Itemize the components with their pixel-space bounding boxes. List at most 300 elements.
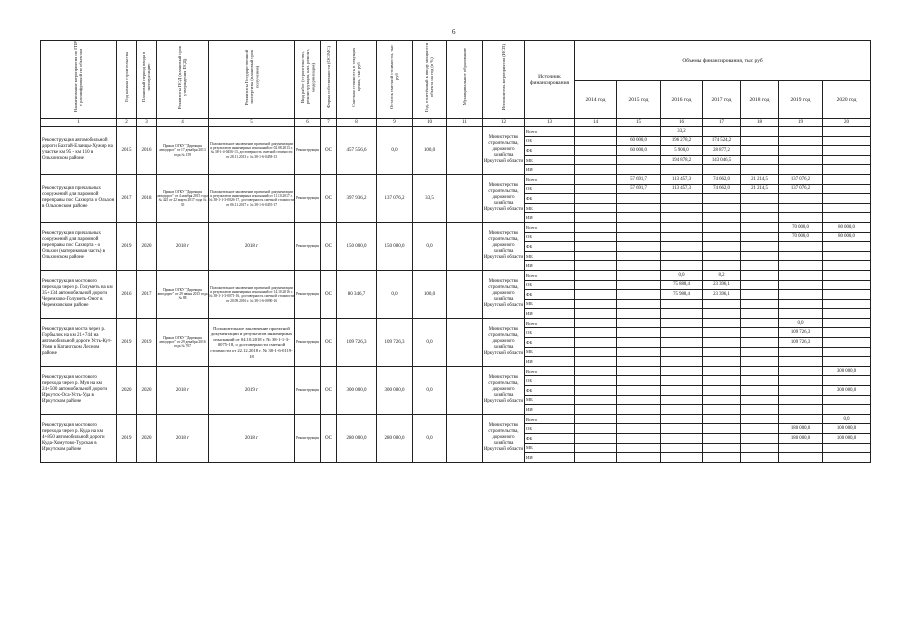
column-number: 11	[447, 119, 483, 127]
funding-value	[823, 280, 871, 290]
funding-source-label: МБ	[525, 251, 575, 261]
funding-value	[779, 203, 823, 213]
work-type: Реконструкция	[295, 127, 321, 175]
funding-value	[779, 136, 823, 146]
funding-value: 196 278,2	[661, 136, 703, 146]
funding-value	[575, 414, 617, 424]
readiness-percent: 0,0	[413, 414, 447, 462]
funding-value	[703, 347, 741, 357]
funding-value	[779, 127, 823, 137]
funding-value	[575, 453, 617, 463]
funding-value	[661, 203, 703, 213]
project-name: Реконструкция причальных сооружений для паромной переправы пос Сахюрта о Ольхон в Ольхонском районе	[41, 174, 117, 222]
funding-value	[617, 443, 661, 453]
funding-value	[703, 299, 741, 309]
funding-value: 21 214,5	[741, 174, 779, 184]
funding-value	[741, 386, 779, 396]
executor: Министерство строительства, дорожного хозяйства Иркутской области	[483, 127, 525, 175]
funding-value	[661, 357, 703, 367]
executor: Министерство строительства, дорожного хозяйства Иркутской области	[483, 222, 525, 270]
funding-value	[823, 174, 871, 184]
funding-value	[779, 213, 823, 223]
project-name: Реконструкция причальных сооружений для паромной переправы пос Сахюрта - о Ольхон (материковая часть) в Ольхонском районе	[41, 222, 117, 270]
funding-source-label: ОБ	[525, 232, 575, 242]
expertise-details: Положительное заключение проектной документации и результатов инженерных изысканий от 04.10.2018 г. № 38-1-1-3-0075-18, о достоверности сметной стоимости от 22.12.2018 г. № 38-1-6-0119-18	[209, 318, 295, 366]
funding-value	[617, 251, 661, 261]
funding-value	[575, 222, 617, 232]
funding-value	[617, 194, 661, 204]
funding-value: 23 396,1	[703, 280, 741, 290]
funding-value	[575, 127, 617, 137]
funding-value	[779, 453, 823, 463]
funding-value: 0,0	[661, 270, 703, 280]
expertise-details: Положительное заключение проектной документации и результатов инженерных изысканий от 02.08.2013 г. № 38-1-4-0456-13, достоверность сметной стоимости от 28.11.2013 г. № 38-1-6-0458-13	[209, 127, 295, 175]
funding-value	[617, 338, 661, 348]
funding-value	[661, 443, 703, 453]
ownership: ОС	[321, 174, 337, 222]
funding-value	[779, 357, 823, 367]
funding-value	[575, 242, 617, 252]
project-rows	[41, 127, 871, 463]
funding-value	[617, 424, 661, 434]
header-year: 2018 год	[741, 81, 779, 119]
funding-value	[741, 165, 779, 175]
funding-value	[575, 213, 617, 223]
funding-value	[575, 357, 617, 367]
funding-value	[741, 251, 779, 261]
executor: Министерство строительства, дорожного хозяйства Иркутской области	[483, 174, 525, 222]
funding-value	[703, 414, 741, 424]
funding-value	[617, 270, 661, 280]
funding-value	[741, 155, 779, 165]
commission-year: 2020	[137, 414, 157, 462]
funding-value	[617, 453, 661, 463]
funding-value	[741, 242, 779, 252]
start-year: 2019	[117, 318, 137, 366]
column-number: 13	[525, 119, 575, 127]
funding-value	[703, 203, 741, 213]
funding-value	[703, 376, 741, 386]
funding-value	[617, 328, 661, 338]
funding-value: 300 000,0	[823, 366, 871, 376]
funding-value: 143 046,5	[703, 155, 741, 165]
funding-value	[617, 376, 661, 386]
funding-value	[823, 155, 871, 165]
funding-value	[741, 328, 779, 338]
funding-value	[617, 280, 661, 290]
header-year: 2020 год	[823, 81, 871, 119]
work-type: Реконструкция	[295, 174, 321, 222]
funding-value	[823, 443, 871, 453]
funding-value	[741, 338, 779, 348]
funding-value: 0,0	[823, 414, 871, 424]
start-year: 2020	[117, 366, 137, 414]
funding-source-label: ФБ	[525, 194, 575, 204]
funding-value	[823, 347, 871, 357]
estimated-cost: 457 556,6	[337, 127, 377, 175]
funding-value	[661, 242, 703, 252]
header-remaining-cost: Остаток сметной стоимости, тыс руб	[377, 41, 413, 119]
psd-details: Приказ ОГКУ "Дирекция автодорог" от 4 ноября 2015 года № 425 от 22 марта 2017 года № 35	[157, 174, 209, 222]
column-number-row	[41, 119, 871, 127]
funding-value	[823, 453, 871, 463]
funding-value	[779, 146, 823, 156]
funding-value	[741, 270, 779, 280]
funding-value	[617, 357, 661, 367]
funding-value	[575, 232, 617, 242]
funding-value	[823, 299, 871, 309]
funding-value	[617, 434, 661, 444]
funding-value: 174 524,2	[703, 136, 741, 146]
funding-source-label: МБ	[525, 443, 575, 453]
funding-value	[823, 242, 871, 252]
column-number: 6	[295, 119, 321, 127]
remaining-cost: 280 000,0	[377, 414, 413, 462]
funding-value	[575, 184, 617, 194]
psd-details: 2018 г	[157, 222, 209, 270]
expertise-details: Положительное заключение проектной документации и результатов инженерных изысканий от 14.10.2016 г. № 38-1-1-3-0071-16, достоверность сметной стоимости от 20.09.2016 г. № 38-1-6-0090-16	[209, 270, 295, 318]
funding-value	[823, 405, 871, 415]
funding-source-label: ОБ	[525, 136, 575, 146]
header-year: 2017 год	[703, 81, 741, 119]
header-ownership: Форма собственности (ОС/МС)	[321, 41, 337, 119]
funding-value	[823, 357, 871, 367]
ownership: ОС	[321, 414, 337, 462]
funding-value	[823, 146, 871, 156]
commission-year: 2020	[137, 366, 157, 414]
funding-value	[575, 405, 617, 415]
page-number: 6	[452, 28, 456, 36]
funding-value	[661, 414, 703, 424]
funding-value	[661, 261, 703, 271]
column-number: 3	[137, 119, 157, 127]
header-year: 2015 год	[617, 81, 661, 119]
funding-value	[779, 414, 823, 424]
funding-value: 113 457,3	[661, 174, 703, 184]
funding-value	[575, 309, 617, 319]
project-name: Реконструкция моста через р. Горбылок на км 21+744 на автомобильной дороге Усть-Кут-Уоян в Катангском Лесном районе	[41, 318, 117, 366]
funding-value	[703, 194, 741, 204]
funding-value	[703, 261, 741, 271]
funding-value: 194 878,2	[661, 155, 703, 165]
start-year: 2016	[117, 270, 137, 318]
header-expertise: Реквизиты Государственной экспертизы (плановый срок получения)	[209, 41, 295, 119]
funding-source-label: МБ	[525, 155, 575, 165]
funding-source-label: ОБ	[525, 280, 575, 290]
funding-source-label: ИИ	[525, 165, 575, 175]
funding-value	[575, 174, 617, 184]
readiness-percent: 0,0	[413, 222, 447, 270]
funding-value: 60 000,0	[617, 136, 661, 146]
column-number: 14	[575, 119, 617, 127]
funding-value	[575, 194, 617, 204]
funding-value: 75 988,4	[661, 290, 703, 300]
funding-value: 60 000,0	[617, 146, 661, 156]
funding-value	[823, 261, 871, 271]
funding-value	[575, 251, 617, 261]
funding-value	[617, 261, 661, 271]
project-row	[41, 127, 871, 137]
header-row	[41, 41, 871, 81]
commission-year: 2018	[137, 174, 157, 222]
funding-value	[779, 386, 823, 396]
column-number: 2	[117, 119, 137, 127]
commission-year: 2017	[137, 270, 157, 318]
expertise-details: Положительное заключение проектной документации и результатов инженерных изысканий от 11.10.2017 г. № 38-1-1-3-0026-17, достоверность сметной стоимости от 06.11.2017 г. № 38-1-6-0455-17	[209, 174, 295, 222]
funding-value	[575, 443, 617, 453]
funding-value	[617, 347, 661, 357]
funding-value	[779, 376, 823, 386]
funding-value	[703, 222, 741, 232]
funding-value	[661, 213, 703, 223]
start-year: 2015	[117, 127, 137, 175]
funding-value	[741, 136, 779, 146]
column-number: 20	[823, 119, 871, 127]
funding-value	[823, 395, 871, 405]
funding-value	[823, 290, 871, 300]
funding-value	[703, 309, 741, 319]
estimated-cost: 80 346,7	[337, 270, 377, 318]
column-number: 12	[483, 119, 525, 127]
funding-value	[661, 395, 703, 405]
header-financing: Объемы финансирования, тыс руб	[575, 41, 871, 81]
remaining-cost: 0,0	[377, 270, 413, 318]
ownership: ОС	[321, 366, 337, 414]
readiness-percent: 100,0	[413, 127, 447, 175]
funding-value	[703, 453, 741, 463]
funding-value	[575, 424, 617, 434]
column-number: 10	[413, 119, 447, 127]
funding-value	[617, 395, 661, 405]
psd-details: Приказ ОГКУ "Дирекция автодорог" от 29 декабря 2016 года № 767	[157, 318, 209, 366]
funding-value	[823, 184, 871, 194]
funding-value	[779, 165, 823, 175]
funding-value	[741, 299, 779, 309]
funding-value: 109 726,3	[779, 328, 823, 338]
funding-value: 21 214,5	[741, 184, 779, 194]
funding-value	[661, 299, 703, 309]
funding-value	[703, 357, 741, 367]
funding-value	[617, 290, 661, 300]
municipality	[447, 414, 483, 462]
estimated-cost: 397 936,2	[337, 174, 377, 222]
funding-source-label: ОБ	[525, 328, 575, 338]
funding-value	[823, 376, 871, 386]
funding-value	[741, 222, 779, 232]
funding-value	[779, 299, 823, 309]
funding-source-label: Всего	[525, 318, 575, 328]
commission-year: 2016	[137, 127, 157, 175]
funding-value	[779, 155, 823, 165]
funding-value: 137 076,2	[779, 174, 823, 184]
funding-value	[575, 165, 617, 175]
funding-value	[779, 270, 823, 280]
funding-source-label: МБ	[525, 395, 575, 405]
funding-source-label: ФБ	[525, 290, 575, 300]
header-year: 2014 год	[575, 81, 617, 119]
funding-value	[575, 386, 617, 396]
funding-source-label: ИИ	[525, 357, 575, 367]
funding-value	[575, 434, 617, 444]
funding-value	[779, 280, 823, 290]
estimated-cost: 150 000,0	[337, 222, 377, 270]
project-name: Реконструкция мостового перехода через р. Куда на км 4+850 автомобильной дороги Куда-Хомутово-Турская в Иркутском районе	[41, 414, 117, 462]
funding-value	[703, 424, 741, 434]
funding-value	[823, 194, 871, 204]
municipality	[447, 222, 483, 270]
funding-value	[575, 203, 617, 213]
funding-value	[703, 405, 741, 415]
header-municipality: Муниципальное образование	[447, 41, 483, 119]
funding-value	[661, 318, 703, 328]
funding-source-label: ОБ	[525, 376, 575, 386]
funding-value	[741, 366, 779, 376]
psd-details: Приказ ОГКУ "Дирекция автодорог" от 29 июня 2015 года № 88	[157, 270, 209, 318]
funding-value	[741, 376, 779, 386]
project-row	[41, 222, 871, 232]
funding-value	[661, 347, 703, 357]
funding-value	[617, 203, 661, 213]
funding-value	[779, 395, 823, 405]
executor: Министерство строительства, дорожного хозяйства Иркутской области	[483, 318, 525, 366]
funding-value	[617, 299, 661, 309]
executor: Министерство строительства, дорожного хозяйства Иркутской области	[483, 366, 525, 414]
funding-value	[741, 443, 779, 453]
program-table	[40, 40, 871, 463]
estimated-cost: 109 726,3	[337, 318, 377, 366]
funding-value	[617, 232, 661, 242]
executor: Министерство строительства, дорожного хозяйства Иркутской области	[483, 414, 525, 462]
funding-source-label: ИИ	[525, 453, 575, 463]
funding-value	[575, 299, 617, 309]
funding-value: 70 000,0	[779, 232, 823, 242]
funding-value	[741, 232, 779, 242]
funding-value	[703, 328, 741, 338]
funding-value	[741, 146, 779, 156]
funding-value: 300 000,0	[823, 386, 871, 396]
ownership: ОС	[321, 318, 337, 366]
funding-value	[741, 347, 779, 357]
funding-value	[661, 309, 703, 319]
funding-value: 137 076,2	[779, 184, 823, 194]
funding-value	[741, 203, 779, 213]
funding-source-label: ФБ	[525, 434, 575, 444]
ownership: ОС	[321, 222, 337, 270]
project-name: Реконструкция мостового перехода через р. Муя на км 24+500 автомобильной дороги Иркутск-Оса-Усть-Уда в Иркутском районе	[41, 366, 117, 414]
funding-source-label: Всего	[525, 127, 575, 137]
readiness-percent: 100,0	[413, 270, 447, 318]
funding-value	[617, 165, 661, 175]
executor: Министерство строительства, дорожного хозяйства Иркутской области	[483, 270, 525, 318]
funding-value	[617, 155, 661, 165]
project-row	[41, 366, 871, 376]
funding-value	[823, 213, 871, 223]
funding-value	[779, 290, 823, 300]
header-executor: Исполнитель мероприятия (ИСП)	[483, 41, 525, 119]
funding-value: 28 877,2	[703, 146, 741, 156]
funding-value	[823, 309, 871, 319]
funding-source-label: ИИ	[525, 213, 575, 223]
funding-value: 180 000,0	[779, 434, 823, 444]
funding-value	[779, 347, 823, 357]
funding-value	[703, 395, 741, 405]
funding-value: 109 726,3	[779, 338, 823, 348]
funding-value: 80 000,0	[823, 222, 871, 232]
project-row	[41, 270, 871, 280]
funding-value	[661, 251, 703, 261]
funding-value	[703, 318, 741, 328]
funding-value	[575, 318, 617, 328]
funding-value	[741, 318, 779, 328]
header-name: Наименование мероприятия по ГПР с расшифровкой по объектам	[41, 41, 117, 119]
funding-value	[741, 309, 779, 319]
remaining-cost: 150 000,0	[377, 222, 413, 270]
column-number: 7	[321, 119, 337, 127]
funding-value	[823, 136, 871, 146]
column-number: 16	[661, 119, 703, 127]
funding-value	[575, 328, 617, 338]
funding-value	[661, 386, 703, 396]
funding-value	[823, 270, 871, 280]
work-type: Реконструкция	[295, 270, 321, 318]
funding-value	[617, 309, 661, 319]
expertise-details: 2018 г	[209, 414, 295, 462]
header-estimated-cost: Сметная стоимость в текущих ценах, тыс руб	[337, 41, 377, 119]
funding-value	[779, 261, 823, 271]
column-number: 5	[209, 119, 295, 127]
start-year: 2019	[117, 414, 137, 462]
funding-value	[575, 280, 617, 290]
funding-value	[741, 261, 779, 271]
funding-value: 70 000,0	[779, 222, 823, 232]
funding-value	[703, 242, 741, 252]
funding-value	[617, 366, 661, 376]
header-work-type: Вид работ (строительство, реконструкция, кап. ремонт, модернизация)	[295, 41, 321, 119]
funding-value: 57 691,7	[617, 184, 661, 194]
funding-source-label: МБ	[525, 299, 575, 309]
header-start-year: Год начала строительства	[117, 41, 137, 119]
funding-value	[823, 251, 871, 261]
funding-value	[575, 376, 617, 386]
estimated-cost: 280 000,0	[337, 414, 377, 462]
commission-year: 2020	[137, 222, 157, 270]
funding-value: 100 000,0	[823, 434, 871, 444]
funding-value	[575, 395, 617, 405]
funding-value	[661, 165, 703, 175]
funding-value	[779, 405, 823, 415]
remaining-cost: 300 000,0	[377, 366, 413, 414]
funding-value	[823, 203, 871, 213]
funding-value	[575, 338, 617, 348]
funding-value: 0,0	[779, 318, 823, 328]
funding-value	[661, 232, 703, 242]
funding-source-label: ОБ	[525, 424, 575, 434]
project-row	[41, 318, 871, 328]
funding-value	[703, 232, 741, 242]
funding-value	[779, 251, 823, 261]
funding-value	[779, 242, 823, 252]
funding-value	[703, 127, 741, 137]
funding-value	[575, 146, 617, 156]
funding-value	[741, 280, 779, 290]
funding-value	[823, 165, 871, 175]
column-number: 8	[337, 119, 377, 127]
column-number: 18	[741, 119, 779, 127]
funding-value: 23 396,1	[703, 290, 741, 300]
funding-source-label: ОБ	[525, 184, 575, 194]
funding-value: 80 000,0	[823, 232, 871, 242]
funding-value	[741, 127, 779, 137]
